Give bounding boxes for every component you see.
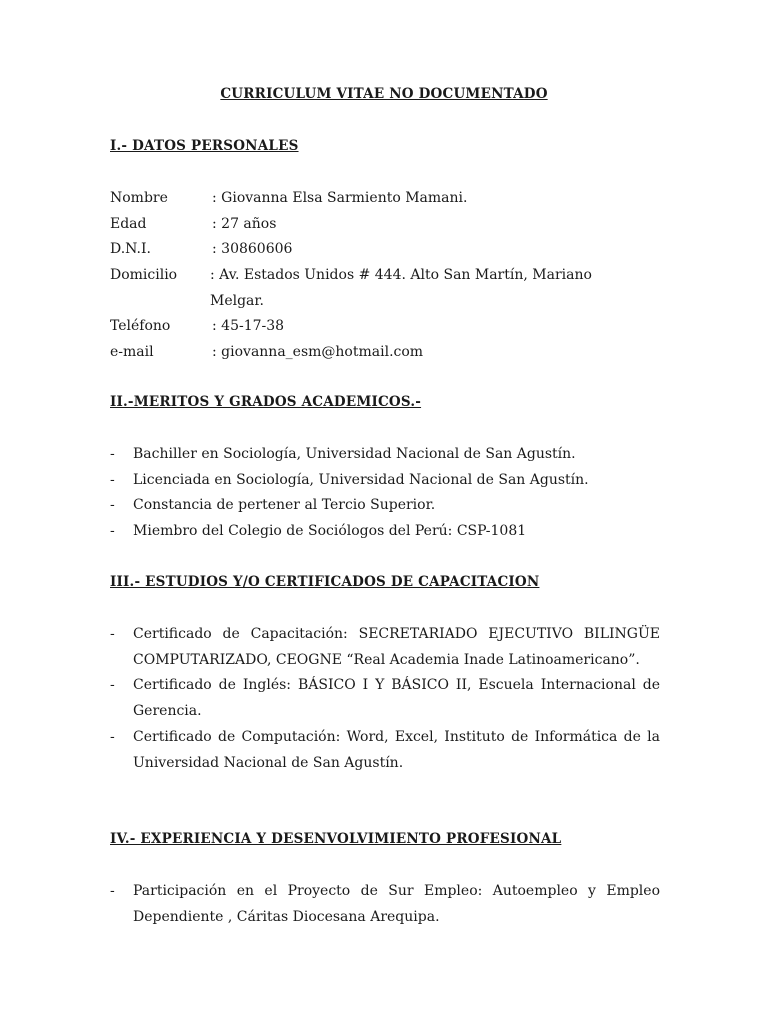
list-item-text: Constancia de pertener al Tercio Superior. xyxy=(133,497,436,514)
field-label: Teléfono xyxy=(110,318,171,334)
list-item-text: Certificado de Capacitación: SECRETARIADO EJECUTIVO BILINGÜE COMPUTARIZADO, CEOGNE “Real Academia Inade Latinoamericano”. xyxy=(133,626,660,668)
list-marker: - xyxy=(110,728,115,745)
field-row-telefono xyxy=(110,316,670,336)
list-marker: - xyxy=(110,497,115,514)
list-item xyxy=(110,493,660,519)
section-heading-personal: I.- DATOS PERSONALES xyxy=(110,138,299,154)
field-label: D.N.I. xyxy=(110,241,151,257)
list-item-text: Certificado de Computación: Word, Excel, Instituto de Informática de la Universidad Nacional de San Agustín. xyxy=(133,728,660,771)
list-marker: - xyxy=(110,883,115,899)
field-value: : Av. Estados Unidos # 444. Alto San Martín, Mariano Melgar. xyxy=(210,267,592,309)
field-row-dni xyxy=(110,239,670,259)
list-marker: - xyxy=(110,626,115,642)
field-label: Domicilio xyxy=(110,267,178,283)
section-heading-merits: II.-MERITOS Y GRADOS ACADEMICOS.- xyxy=(110,394,422,410)
list-item xyxy=(110,622,660,673)
list-item-text: Miembro del Colegio de Sociólogos del Perú: CSP-1081 xyxy=(133,523,527,540)
experience-list xyxy=(110,879,660,930)
list-marker: - xyxy=(110,446,115,462)
field-row-nombre xyxy=(110,188,670,208)
merits-list xyxy=(110,442,660,545)
list-item xyxy=(110,673,660,724)
list-item-text: Certificado de Inglés: BÁSICO I Y BÁSICO II, Escuela Internacional de Gerencia. xyxy=(133,677,660,720)
studies-list xyxy=(110,622,660,776)
section-heading-experience: IV.- EXPERIENCIA Y DESENVOLVIMIENTO PROFESIONAL xyxy=(110,831,562,847)
list-item xyxy=(110,725,660,776)
field-row-email xyxy=(110,342,670,362)
list-item xyxy=(110,519,660,545)
list-item xyxy=(110,879,660,930)
list-item-text: Bachiller en Sociología, Universidad Nacional de San Agustín. xyxy=(133,446,576,462)
list-marker: - xyxy=(110,471,115,488)
document-title: CURRICULUM VITAE NO DOCUMENTADO xyxy=(220,86,548,102)
field-label: e-mail xyxy=(110,344,154,360)
list-item xyxy=(110,468,660,494)
list-item xyxy=(110,442,660,468)
field-value: : giovanna_esm@hotmail.com xyxy=(212,344,424,360)
field-value: : Giovanna Elsa Sarmiento Mamani. xyxy=(212,190,468,206)
list-item-text: Licenciada en Sociología, Universidad Nacional de San Agustín. xyxy=(133,471,589,488)
field-row-domicilio xyxy=(110,262,670,314)
list-item-text: Participación en el Proyecto de Sur Empleo: Autoempleo y Empleo Dependiente , Cáritas Diocesana Arequipa. xyxy=(133,883,660,925)
field-value: : 45-17-38 xyxy=(212,318,285,334)
field-value: : 27 años xyxy=(212,216,277,232)
field-row-edad xyxy=(110,214,670,234)
field-label: Edad xyxy=(110,216,147,232)
field-value: : 30860606 xyxy=(212,241,293,257)
field-label: Nombre xyxy=(110,190,168,206)
section-heading-studies: III.- ESTUDIOS Y/O CERTIFICADOS DE CAPACITACION xyxy=(110,574,540,590)
list-marker: - xyxy=(110,677,115,694)
list-marker: - xyxy=(110,523,115,540)
